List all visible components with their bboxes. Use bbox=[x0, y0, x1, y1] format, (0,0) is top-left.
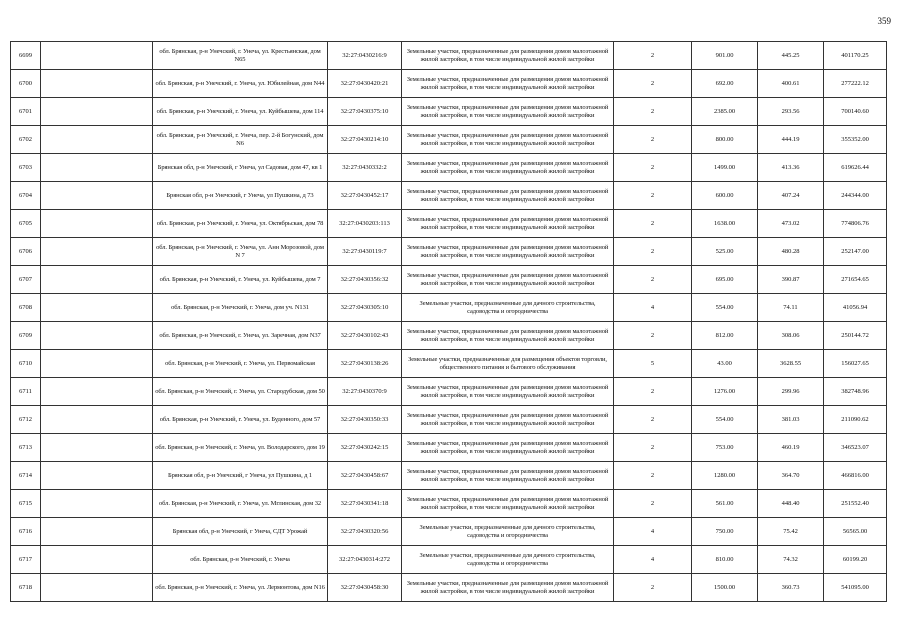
address-cell: обл. Брянская, р-н Унечский, г. Унеча, ул. Крестьянская, дом N65 bbox=[153, 42, 328, 70]
blank-cell bbox=[41, 126, 153, 154]
blank-cell bbox=[41, 574, 153, 602]
land-use-cell: Земельные участки, предназначенные для размещения домов малоэтажной жилой застройки, в том числе индивидуальной жилой застройки bbox=[402, 210, 614, 238]
table-row bbox=[11, 546, 887, 574]
cadastral-value-cell: 60199.20 bbox=[824, 546, 887, 574]
land-use-cell: Земельные участки, предназначенные для размещения домов малоэтажной жилой застройки, в том числе индивидуальной жилой застройки bbox=[402, 98, 614, 126]
area-cell: 750.00 bbox=[692, 518, 758, 546]
row-number-cell: 6706 bbox=[11, 238, 41, 266]
cadastral-number-cell: 32:27:0430341:18 bbox=[328, 490, 402, 518]
land-use-cell: Земельные участки, предназначенные для дачного строительства, садоводства и огородничества bbox=[402, 518, 614, 546]
specific-value-cell: 480.28 bbox=[758, 238, 824, 266]
address-cell: обл. Брянская, р-н Унечский, г. Унеча, ул. Анн Морозовой, дом N 7 bbox=[153, 238, 328, 266]
group-cell: 2 bbox=[614, 378, 692, 406]
cadastral-number-cell: 32:27:0430320:56 bbox=[328, 518, 402, 546]
row-number-cell: 6699 bbox=[11, 42, 41, 70]
blank-cell bbox=[41, 322, 153, 350]
cadastral-value-cell: 619626.44 bbox=[824, 154, 887, 182]
blank-cell bbox=[41, 98, 153, 126]
cadastral-value-cell: 382748.96 bbox=[824, 378, 887, 406]
row-number-cell: 6701 bbox=[11, 98, 41, 126]
specific-value-cell: 390.87 bbox=[758, 266, 824, 294]
table-row bbox=[11, 154, 887, 182]
blank-cell bbox=[41, 154, 153, 182]
address-cell: обл. Брянская, р-н Унечский, г. Унеча, ул. Володарского, дом 19 bbox=[153, 434, 328, 462]
area-cell: 1280.00 bbox=[692, 462, 758, 490]
row-number-cell: 6710 bbox=[11, 350, 41, 378]
cadastral-number-cell: 32:27:0430242:15 bbox=[328, 434, 402, 462]
cadastral-value-cell: 401170.25 bbox=[824, 42, 887, 70]
specific-value-cell: 364.70 bbox=[758, 462, 824, 490]
group-cell: 2 bbox=[614, 126, 692, 154]
specific-value-cell: 3628.55 bbox=[758, 350, 824, 378]
blank-cell bbox=[41, 210, 153, 238]
address-cell: Брянская обл, р-н Унечский, г Унеча, ул Пушкина, д 1 bbox=[153, 462, 328, 490]
table-row bbox=[11, 406, 887, 434]
area-cell: 901.00 bbox=[692, 42, 758, 70]
cadastral-value-cell: 346523.07 bbox=[824, 434, 887, 462]
blank-cell bbox=[41, 350, 153, 378]
group-cell: 4 bbox=[614, 546, 692, 574]
cadastral-value-cell: 700140.60 bbox=[824, 98, 887, 126]
page-number: 359 bbox=[877, 16, 891, 26]
cadastral-value-cell: 251552.40 bbox=[824, 490, 887, 518]
table-row bbox=[11, 378, 887, 406]
address-cell: обл. Брянская, р-н Унечский, г. Унеча bbox=[153, 546, 328, 574]
group-cell: 2 bbox=[614, 574, 692, 602]
cadastral-value-cell: 774806.76 bbox=[824, 210, 887, 238]
land-use-cell: Земельные участки, предназначенные для размещения домов малоэтажной жилой застройки, в том числе индивидуальной жилой застройки bbox=[402, 490, 614, 518]
cadastral-number-cell: 32:27:0430452:17 bbox=[328, 182, 402, 210]
specific-value-cell: 293.56 bbox=[758, 98, 824, 126]
area-cell: 554.00 bbox=[692, 406, 758, 434]
cadastral-value-cell: 252147.00 bbox=[824, 238, 887, 266]
specific-value-cell: 400.61 bbox=[758, 70, 824, 98]
blank-cell bbox=[41, 266, 153, 294]
row-number-cell: 6718 bbox=[11, 574, 41, 602]
cadastral-number-cell: 32:27:0430305:10 bbox=[328, 294, 402, 322]
land-use-cell: Земельные участки, предназначенные для размещения домов малоэтажной жилой застройки, в том числе индивидуальной жилой застройки bbox=[402, 406, 614, 434]
row-number-cell: 6715 bbox=[11, 490, 41, 518]
blank-cell bbox=[41, 546, 153, 574]
area-cell: 812.00 bbox=[692, 322, 758, 350]
blank-cell bbox=[41, 434, 153, 462]
cadastral-number-cell: 32:27:0430458:30 bbox=[328, 574, 402, 602]
table-row bbox=[11, 98, 887, 126]
specific-value-cell: 460.19 bbox=[758, 434, 824, 462]
row-number-cell: 6704 bbox=[11, 182, 41, 210]
table-row bbox=[11, 294, 887, 322]
address-cell: обл. Брянская, р-н Унечский, г. Унеча, ул. Куйбышева, дом 7 bbox=[153, 266, 328, 294]
land-use-cell: Земельные участки, предназначенные для дачного строительства, садоводства и огородничества bbox=[402, 546, 614, 574]
table-row bbox=[11, 182, 887, 210]
area-cell: 810.00 bbox=[692, 546, 758, 574]
cadastral-value-cell: 244344.00 bbox=[824, 182, 887, 210]
row-number-cell: 6711 bbox=[11, 378, 41, 406]
cadastral-number-cell: 32:27:0430332:2 bbox=[328, 154, 402, 182]
cadastral-number-cell: 32:27:0430102:43 bbox=[328, 322, 402, 350]
cadastral-number-cell: 32:27:0430203:113 bbox=[328, 210, 402, 238]
table-row bbox=[11, 126, 887, 154]
address-cell: обл. Брянская, р-н Унечский, г. Унеча, ул. Буденного, дом 57 bbox=[153, 406, 328, 434]
group-cell: 2 bbox=[614, 322, 692, 350]
group-cell: 2 bbox=[614, 406, 692, 434]
row-number-cell: 6714 bbox=[11, 462, 41, 490]
cadastral-number-cell: 32:27:0430214:10 bbox=[328, 126, 402, 154]
row-number-cell: 6717 bbox=[11, 546, 41, 574]
cadastral-value-cell: 250144.72 bbox=[824, 322, 887, 350]
area-cell: 692.00 bbox=[692, 70, 758, 98]
address-cell: Брянская обл, р-н Унечский, г Унеча, СДТ Урожай bbox=[153, 518, 328, 546]
group-cell: 2 bbox=[614, 210, 692, 238]
cadastral-number-cell: 32:27:0430216:9 bbox=[328, 42, 402, 70]
table-row bbox=[11, 70, 887, 98]
group-cell: 2 bbox=[614, 266, 692, 294]
table-row bbox=[11, 238, 887, 266]
row-number-cell: 6712 bbox=[11, 406, 41, 434]
area-cell: 695.00 bbox=[692, 266, 758, 294]
cadastral-number-cell: 32:27:0430356:32 bbox=[328, 266, 402, 294]
blank-cell bbox=[41, 462, 153, 490]
specific-value-cell: 381.03 bbox=[758, 406, 824, 434]
blank-cell bbox=[41, 294, 153, 322]
address-cell: обл. Брянская, р-н Унечский, г. Унеча, ул. Заречная, дом N37 bbox=[153, 322, 328, 350]
specific-value-cell: 75.42 bbox=[758, 518, 824, 546]
land-use-cell: Земельные участки, предназначенные для размещения объектов торговли, общественного питания и бытового обслуживания bbox=[402, 350, 614, 378]
row-number-cell: 6713 bbox=[11, 434, 41, 462]
blank-cell bbox=[41, 490, 153, 518]
group-cell: 2 bbox=[614, 462, 692, 490]
area-cell: 2385.00 bbox=[692, 98, 758, 126]
cadastral-number-cell: 32:27:0430370:9 bbox=[328, 378, 402, 406]
area-cell: 525.00 bbox=[692, 238, 758, 266]
area-cell: 1499.00 bbox=[692, 154, 758, 182]
table-row bbox=[11, 490, 887, 518]
specific-value-cell: 413.36 bbox=[758, 154, 824, 182]
address-cell: обл. Брянская, р-н Унечский, г. Унеча, ул. Октябрьская, дом 78 bbox=[153, 210, 328, 238]
land-registry-table bbox=[10, 41, 887, 602]
group-cell: 2 bbox=[614, 182, 692, 210]
land-use-cell: Земельные участки, предназначенные для размещения домов малоэтажной жилой застройки, в том числе индивидуальной жилой застройки bbox=[402, 378, 614, 406]
cadastral-value-cell: 271654.65 bbox=[824, 266, 887, 294]
specific-value-cell: 74.32 bbox=[758, 546, 824, 574]
cadastral-number-cell: 32:27:0430350:33 bbox=[328, 406, 402, 434]
table-row bbox=[11, 266, 887, 294]
cadastral-value-cell: 466816.00 bbox=[824, 462, 887, 490]
table-row bbox=[11, 434, 887, 462]
specific-value-cell: 299.96 bbox=[758, 378, 824, 406]
cadastral-number-cell: 32:27:0430314:272 bbox=[328, 546, 402, 574]
row-number-cell: 6708 bbox=[11, 294, 41, 322]
blank-cell bbox=[41, 378, 153, 406]
land-use-cell: Земельные участки, предназначенные для размещения домов малоэтажной жилой застройки, в том числе индивидуальной жилой застройки bbox=[402, 182, 614, 210]
land-use-cell: Земельные участки, предназначенные для дачного строительства, садоводства и огородничества bbox=[402, 294, 614, 322]
cadastral-number-cell: 32:27:0430138:26 bbox=[328, 350, 402, 378]
table-row bbox=[11, 210, 887, 238]
cadastral-number-cell: 32:27:0430375:10 bbox=[328, 98, 402, 126]
row-number-cell: 6700 bbox=[11, 70, 41, 98]
land-use-cell: Земельные участки, предназначенные для размещения домов малоэтажной жилой застройки, в том числе индивидуальной жилой застройки bbox=[402, 322, 614, 350]
area-cell: 561.00 bbox=[692, 490, 758, 518]
land-use-cell: Земельные участки, предназначенные для размещения домов малоэтажной жилой застройки, в том числе индивидуальной жилой застройки bbox=[402, 42, 614, 70]
specific-value-cell: 308.06 bbox=[758, 322, 824, 350]
address-cell: обл. Брянская, р-н Унечский, г. Унеча, дом уч. N131 bbox=[153, 294, 328, 322]
blank-cell bbox=[41, 518, 153, 546]
group-cell: 2 bbox=[614, 434, 692, 462]
row-number-cell: 6709 bbox=[11, 322, 41, 350]
specific-value-cell: 448.40 bbox=[758, 490, 824, 518]
blank-cell bbox=[41, 42, 153, 70]
group-cell: 2 bbox=[614, 70, 692, 98]
specific-value-cell: 407.24 bbox=[758, 182, 824, 210]
cadastral-value-cell: 277222.12 bbox=[824, 70, 887, 98]
row-number-cell: 6707 bbox=[11, 266, 41, 294]
address-cell: обл. Брянская, р-н Унечский, г. Унеча, пер. 2-й Богунский, дом N6 bbox=[153, 126, 328, 154]
table-row bbox=[11, 574, 887, 602]
blank-cell bbox=[41, 406, 153, 434]
row-number-cell: 6705 bbox=[11, 210, 41, 238]
cadastral-number-cell: 32:27:0430458:67 bbox=[328, 462, 402, 490]
blank-cell bbox=[41, 182, 153, 210]
land-use-cell: Земельные участки, предназначенные для размещения домов малоэтажной жилой застройки, в том числе индивидуальной жилой застройки bbox=[402, 434, 614, 462]
group-cell: 2 bbox=[614, 154, 692, 182]
table-row bbox=[11, 462, 887, 490]
specific-value-cell: 473.02 bbox=[758, 210, 824, 238]
land-use-cell: Земельные участки, предназначенные для размещения домов малоэтажной жилой застройки, в том числе индивидуальной жилой застройки bbox=[402, 126, 614, 154]
group-cell: 5 bbox=[614, 350, 692, 378]
cadastral-value-cell: 156027.65 bbox=[824, 350, 887, 378]
group-cell: 2 bbox=[614, 42, 692, 70]
area-cell: 1638.00 bbox=[692, 210, 758, 238]
cadastral-number-cell: 32:27:0430119:7 bbox=[328, 238, 402, 266]
address-cell: обл. Брянская, р-н Унечский, г. Унеча, ул. Стародубская, дом 50 bbox=[153, 378, 328, 406]
specific-value-cell: 360.73 bbox=[758, 574, 824, 602]
address-cell: обл. Брянская, р-н Унечский, г. Унеча, ул. Лермонтова, дом N16 bbox=[153, 574, 328, 602]
address-cell: Брянская обл, р-н Унечский, г Унеча, ул Садовая, дом 47, кв 1 bbox=[153, 154, 328, 182]
land-use-cell: Земельные участки, предназначенные для размещения домов малоэтажной жилой застройки, в том числе индивидуальной жилой застройки bbox=[402, 70, 614, 98]
land-use-cell: Земельные участки, предназначенные для размещения домов малоэтажной жилой застройки, в том числе индивидуальной жилой застройки bbox=[402, 266, 614, 294]
area-cell: 43.00 bbox=[692, 350, 758, 378]
area-cell: 554.00 bbox=[692, 294, 758, 322]
group-cell: 4 bbox=[614, 294, 692, 322]
group-cell: 4 bbox=[614, 518, 692, 546]
land-use-cell: Земельные участки, предназначенные для размещения домов малоэтажной жилой застройки, в том числе индивидуальной жилой застройки bbox=[402, 238, 614, 266]
area-cell: 600.00 bbox=[692, 182, 758, 210]
specific-value-cell: 444.19 bbox=[758, 126, 824, 154]
specific-value-cell: 445.25 bbox=[758, 42, 824, 70]
address-cell: обл. Брянская, р-н Унечский, г. Унеча, ул. Куйбышева, дом 114 bbox=[153, 98, 328, 126]
address-cell: обл. Брянская, р-н Унечский, г. Унеча, ул. Первомайская bbox=[153, 350, 328, 378]
group-cell: 2 bbox=[614, 98, 692, 126]
area-cell: 1276.00 bbox=[692, 378, 758, 406]
area-cell: 800.00 bbox=[692, 126, 758, 154]
specific-value-cell: 74.11 bbox=[758, 294, 824, 322]
cadastral-number-cell: 32:27:0430420:21 bbox=[328, 70, 402, 98]
cadastral-value-cell: 355352.00 bbox=[824, 126, 887, 154]
row-number-cell: 6703 bbox=[11, 154, 41, 182]
row-number-cell: 6716 bbox=[11, 518, 41, 546]
table-row bbox=[11, 518, 887, 546]
group-cell: 2 bbox=[614, 490, 692, 518]
row-number-cell: 6702 bbox=[11, 126, 41, 154]
table-row bbox=[11, 350, 887, 378]
address-cell: Брянская обл, р-н Унечский, г Унеча, ул Пушкина, д 73 bbox=[153, 182, 328, 210]
cadastral-value-cell: 211090.62 bbox=[824, 406, 887, 434]
table-row bbox=[11, 42, 887, 70]
land-use-cell: Земельные участки, предназначенные для размещения домов малоэтажной жилой застройки, в том числе индивидуальной жилой застройки bbox=[402, 574, 614, 602]
table-row bbox=[11, 322, 887, 350]
cadastral-value-cell: 541095.00 bbox=[824, 574, 887, 602]
land-use-cell: Земельные участки, предназначенные для размещения домов малоэтажной жилой застройки, в том числе индивидуальной жилой застройки bbox=[402, 462, 614, 490]
cadastral-value-cell: 41056.94 bbox=[824, 294, 887, 322]
blank-cell bbox=[41, 70, 153, 98]
address-cell: обл. Брянская, р-н Унечский, г. Унеча, ул. Мглинская, дом 32 bbox=[153, 490, 328, 518]
group-cell: 2 bbox=[614, 238, 692, 266]
area-cell: 753.00 bbox=[692, 434, 758, 462]
area-cell: 1500.00 bbox=[692, 574, 758, 602]
land-use-cell: Земельные участки, предназначенные для размещения домов малоэтажной жилой застройки, в том числе индивидуальной жилой застройки bbox=[402, 154, 614, 182]
blank-cell bbox=[41, 238, 153, 266]
cadastral-value-cell: 56565.00 bbox=[824, 518, 887, 546]
address-cell: обл. Брянская, р-н Унечский, г. Унеча, ул. Юбилейная, дом N44 bbox=[153, 70, 328, 98]
